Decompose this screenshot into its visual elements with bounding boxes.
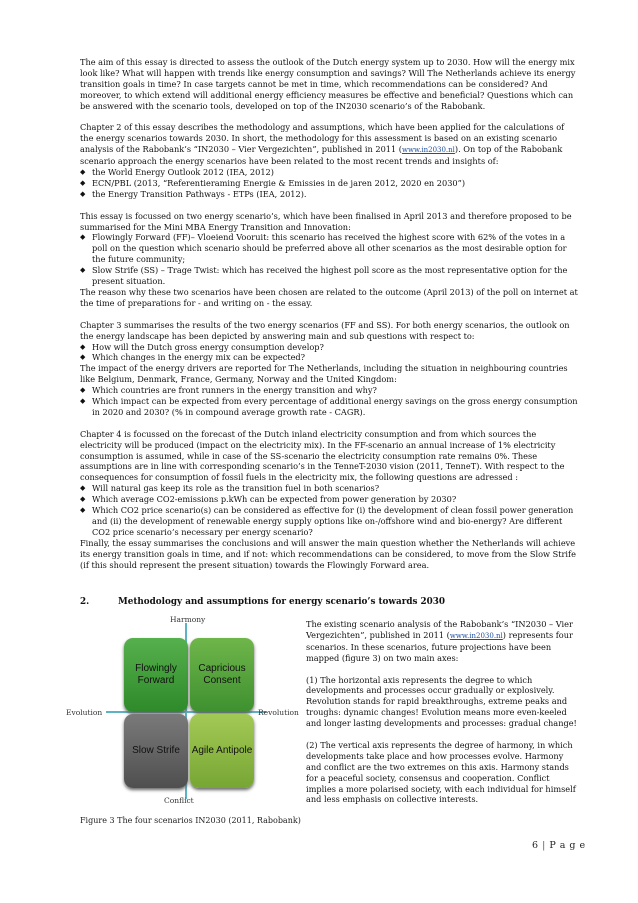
method-paragraph-3: (2) The vertical axis represents the degree of harmony, in which developments take place and how processes evolve. Harmony and conflict are the two extremes on this axis. Harmony stands for a peaceful society, consensus and cooperation. Conflict implies a more polarised society, with each individual for himself and less emphasis on collective interests. [306,739,576,805]
intro-paragraph-4-after: The impact of the energy drivers are reported for The Netherlands, including the situation in neighbouring countries like Belgium, Denmark, France, Germany, Norway and the United Kingdom: [80,363,568,385]
bullet-icon: ◆ [80,353,86,362]
quadrant-flowingly-forward: Flowingly Forward [124,638,188,712]
intro-paragraph-4: Chapter 3 summarises the results of the two energy scenarios (FF and SS). For both energy scenarios, the outlook on the energy landscape has been depicted by answering main and sub questions with respect to: [80,319,570,341]
list-item: ◆ Which changes in the energy mix can be expected? [80,352,306,363]
list-item: ◆ Slow Strife (SS) – Trage Twist: which has received the highest poll score as the most representative option for the present situation. [80,265,568,287]
bullet-icon: ◆ [80,506,86,515]
methodology-text [306,619,580,816]
bullet-icon: ◆ [80,386,86,395]
axis-label-revolution: Revolution [258,708,299,717]
page-number: 6 [532,840,539,851]
section-number: 2. [80,597,90,607]
intro-paragraph-2 [80,122,580,167]
bullet-icon: ◆ [80,484,86,493]
page-footer [532,840,586,851]
bullet-icon: ◆ [80,495,86,504]
bullet-icon: ◆ [80,266,86,275]
list-item: ◆ ECN/PBL (2013, “Referentieraming Energie & Emissies in de jaren 2012, 2020 en 2030”) [80,177,466,188]
page-label: P a g e [549,840,586,851]
bullet-icon: ◆ [80,342,86,351]
figure-caption: Figure 3 The four scenarios IN2030 (2011, Rabobank) [80,816,301,825]
intro-paragraph-5: Chapter 4 is focussed on the forecast of the Dutch inland electricity consumption and from which sources the electricity will be produced (impact on the electricity mix). In the FF-scenario an annual increase of 1% electricity consumption is assumed, while in case of the SS-scenario the electricity consumption rate remains 0%. These assumptions are in line with corresponding scenario’s in the TenneT-2030 vision (2011, TenneT). With respect to the consequences for consumption of fossil fuels in the electricity mix, the following questions are adressed : [80,428,565,483]
bullet-icon: ◆ [80,397,86,406]
list-item: ◆ Will natural gas keep its role as the transition fuel in both scenarios? [80,483,380,494]
questions-list [80,342,580,364]
list-item: ◆ Which impact can be expected from every percentage of additional energy savings on the gross energy consumption in 2020 and 2030? (% in compound average growth rate - CAGR). [80,396,578,417]
sources-list [80,167,580,200]
list-item: ◆ Flowingly Forward (FF)– Vloeiend Vooruit: this scenario has received the highest score with 62% of the votes in a poll on the question which scenario should be preferred above all other scenarios as the most desirable option for the future community; [80,232,567,265]
electricity-questions-list [80,483,580,538]
quadrant-slow-strife: Slow Strife [124,714,188,788]
countries-list [80,385,580,418]
list-item: ◆ Which average CO2-emissions p.kWh can be expected from power generation by 2030? [80,494,457,505]
axis-label-harmony: Harmony [170,615,206,624]
footer-separator: | [542,840,546,851]
list-item: ◆ Which countries are front runners in the energy transition and why? [80,385,377,396]
axis-label-conflict: Conflict [164,796,194,805]
section-heading [80,597,580,607]
method-paragraph-2: (1) The horizontal axis represents the degree to which developments and processes occur gradually or explosively. Revolution stands for rapid breakthroughs, extreme peaks and troughs: dynamic changes! Evolution means more even-keeled and longer lasting developments and processes: gradual change! [306,674,577,729]
quadrant-agile-antipole: Agile Antipole [190,714,254,788]
bullet-icon: ◆ [80,168,86,177]
intro-paragraph-3: This essay is focussed on two energy scenario’s, which have been finalised in April 2013 and therefore proposed to be summarised for the Mini MBA Energy Transition and Innovation: [80,210,572,232]
scenario-diagram [66,613,306,813]
axis-label-evolution: Evolution [66,708,103,717]
intro-paragraph-3-after: The reason why these two scenarios have been chosen are related to the outcome (April 2013) of the poll on internet at the time of preparations for - and writing on - the essay. [80,287,578,308]
section-title: Methodology and assumptions for energy scenario’s towards 2030 [118,597,445,607]
p2-text-b: ). On top of the Rabobank scenario approach the energy scenarios have been related to the most recent trends and insights of: [80,144,563,167]
p2-text-a: Chapter 2 of this essay describes the methodology and assumptions, which have been applied for the calculations of the energy scenarios towards 2030. In short, the methodology for this assessment is based on an existing scenario analysis of the Rabobank’s “IN2030 – Vier Vergezichten”, published in 2011 ( [80,122,565,155]
method-paragraph-1: The existing scenario analysis of the Rabobank’s “IN2030 – Vier Vergezichten”, published in 2011 (www.in2030.nl) represents four scenarios. In these scenarios, future projections have been mapped (figure 3) on two main axes: [306,619,573,663]
bullet-icon: ◆ [80,189,86,198]
quadrant-capricious-consent: Capricious Consent [190,638,254,712]
list-item: ◆ Which CO2 price scenario(s) can be considered as effective for (i) the development of clean fossil power generation and (ii) the development of renewable energy supply options like on-/offshore wind and bio-energy? Are different CO2 price scenario’s necessary per energy scenario? [80,505,574,537]
bullet-icon: ◆ [80,233,86,242]
intro-body [80,57,580,581]
intro-paragraph-1: The aim of this essay is directed to assess the outlook of the Dutch energy system up to 2030. How will the energy mix look like? What will happen with trends like energy consumption and savings? Will The Netherlands achieve its energy transition goals in time? In case targets cannot be met in time, which recommendations can be considered? And moreover, to which extend will additional energy efficiency measures be effective and beneficial? Questions which can be answered with the scenario tools, developed on top of the IN2030 scenario’s of the Rabobank. [80,57,576,111]
bullet-icon: ◆ [80,178,86,187]
scenarios-list [80,232,580,287]
in2030-link-2[interactable]: www.in2030.nl [449,631,503,640]
list-item: ◆ the World Energy Outlook 2012 (IEA, 2012) [80,167,274,178]
in2030-link[interactable]: www.in2030.nl [402,146,455,155]
list-item: ◆ the Energy Transition Pathways - ETPs (IEA, 2012). [80,188,307,199]
intro-paragraph-5-after: Finally, the essay summarises the conclusions and will answer the main question whether the Netherlands will achieve its energy transition goals in time, and if not: which recommendations can be considered, to move from the Slow Strife (if this should represent the present situation) towards the Flowingly Forward area. [80,537,576,570]
list-item: ◆ How will the Dutch gross energy consumption develop? [80,341,324,352]
